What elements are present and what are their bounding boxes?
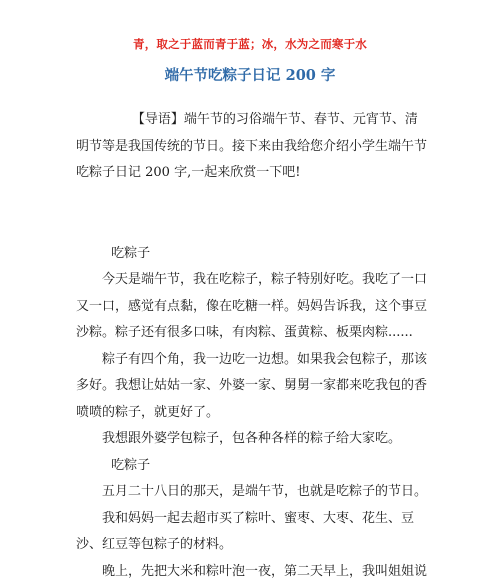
- section-spacer: [76, 187, 428, 241]
- article-body: [76, 107, 428, 585]
- diary1-heading: 吃粽子: [76, 241, 428, 268]
- diary1-paragraph-3: 我想跟外婆学包粽子，包各种各样的粽子给大家吃。: [76, 426, 428, 453]
- diary2-paragraph-3: 晚上，先把大米和粽叶泡一夜，第二天早上，我叫姐姐说: [76, 559, 428, 585]
- diary2-heading: 吃粽子: [76, 453, 428, 480]
- intro-paragraph: 【导语】端午节的习俗端午节、春节、元宵节、清明节等是我国传统的节日。接下来由我给您介绍小学生端午节吃粽子日记 200 字,一起来欣赏一下吧!: [76, 107, 428, 187]
- page-title: 端午节吃粽子日记 200 字: [0, 64, 500, 85]
- diary2-paragraph-2: 我和妈妈一起去超市买了粽叶、蜜枣、大枣、花生、豆沙、红豆等包粽子的材料。: [76, 506, 428, 559]
- diary1-paragraph-2: 粽子有四个角，我一边吃一边想。如果我会包粽子，那该多好。我想让姑姑一家、外婆一家、舅舅一家都来吃我包的香喷喷的粽子，就更好了。: [76, 347, 428, 427]
- diary2-paragraph-1: 五月二十八日的那天，是端午节，也就是吃粽子的节日。: [76, 479, 428, 506]
- diary1-paragraph-1: 今天是端午节，我在吃粽子，粽子特别好吃。我吃了一口又一口，感觉有点黏，像在吃糖一样。妈妈告诉我，这个事豆沙粽。粽子还有很多口味，有肉粽、蛋黄粽、板栗肉粽......: [76, 267, 428, 347]
- motto-banner: 青，取之于蓝而青于蓝；冰，水为之而寒于水: [0, 36, 500, 52]
